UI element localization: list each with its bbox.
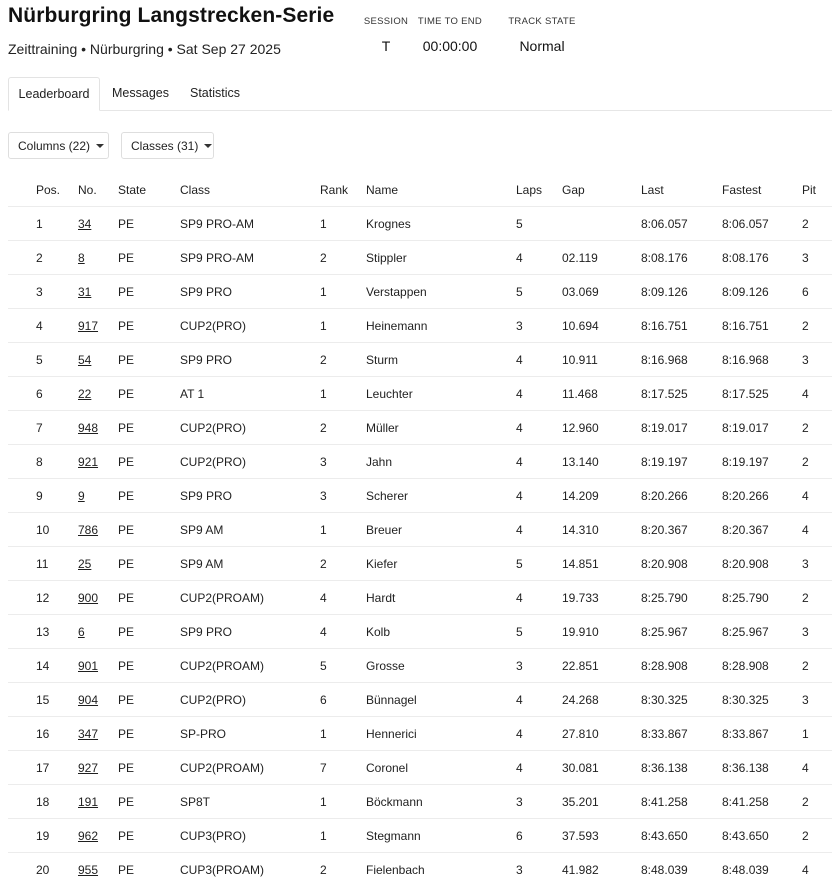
- last-lap-cell: 8:16.968: [641, 343, 722, 377]
- class-rank-cell: 7: [320, 751, 366, 785]
- class-cell: CUP2(PRO): [180, 309, 320, 343]
- pit-stops-cell: 2: [802, 445, 832, 479]
- car-number-cell: [78, 411, 118, 445]
- class-rank-cell: 4: [320, 615, 366, 649]
- table-row: [8, 785, 832, 819]
- fastest-lap-cell: 8:16.751: [722, 309, 802, 343]
- car-number-cell: [78, 377, 118, 411]
- gap-cell: 24.268: [562, 683, 641, 717]
- class-rank-cell: 6: [320, 683, 366, 717]
- state-cell: PE: [118, 411, 180, 445]
- state-cell: PE: [118, 343, 180, 377]
- car-number-link[interactable]: 927: [78, 761, 98, 775]
- car-number-cell: [78, 785, 118, 819]
- leaderboard-table: [8, 173, 832, 886]
- laps-cell: 3: [516, 309, 562, 343]
- driver-name-cell: Stegmann: [366, 819, 516, 853]
- class-rank-cell: 1: [320, 819, 366, 853]
- laps-cell: 3: [516, 785, 562, 819]
- laps-cell: 4: [516, 717, 562, 751]
- last-lap-cell: 8:36.138: [641, 751, 722, 785]
- driver-name-cell: Scherer: [366, 479, 516, 513]
- last-lap-cell: 8:28.908: [641, 649, 722, 683]
- class-rank-cell: 2: [320, 547, 366, 581]
- state-cell: PE: [118, 751, 180, 785]
- fastest-lap-cell: 8:36.138: [722, 751, 802, 785]
- laps-cell: 4: [516, 445, 562, 479]
- class-cell: SP8T: [180, 785, 320, 819]
- fastest-lap-cell: 8:33.867: [722, 717, 802, 751]
- pos-cell: 19: [8, 819, 78, 853]
- car-number-link[interactable]: 54: [78, 353, 91, 367]
- pit-stops-cell: 3: [802, 241, 832, 275]
- table-row: [8, 309, 832, 343]
- class-rank-cell: 1: [320, 275, 366, 309]
- class-cell: CUP2(PROAM): [180, 581, 320, 615]
- last-lap-cell: 8:08.176: [641, 241, 722, 275]
- car-number-link[interactable]: 921: [78, 455, 98, 469]
- page-header: [8, 4, 828, 66]
- driver-name-cell: Krognes: [366, 207, 516, 241]
- fastest-lap-cell: 8:19.017: [722, 411, 802, 445]
- state-cell: PE: [118, 275, 180, 309]
- class-rank-cell: 1: [320, 717, 366, 751]
- class-cell: SP9 AM: [180, 513, 320, 547]
- pos-cell: 2: [8, 241, 78, 275]
- car-number-link[interactable]: 917: [78, 319, 98, 333]
- last-lap-cell: 8:48.039: [641, 853, 722, 886]
- last-lap-cell: 8:20.367: [641, 513, 722, 547]
- pit-stops-cell: 4: [802, 853, 832, 886]
- track-state-label: TRACK STATE: [502, 16, 582, 27]
- car-number-link[interactable]: 948: [78, 421, 98, 435]
- car-number-link[interactable]: 34: [78, 217, 91, 231]
- class-rank-cell: 1: [320, 513, 366, 547]
- fastest-lap-cell: 8:09.126: [722, 275, 802, 309]
- driver-name-cell: Hardt: [366, 581, 516, 615]
- last-lap-cell: 8:33.867: [641, 717, 722, 751]
- table-row: [8, 547, 832, 581]
- pos-cell: 1: [8, 207, 78, 241]
- chevron-down-icon: [204, 144, 212, 148]
- pit-stops-cell: 1: [802, 717, 832, 751]
- class-cell: AT 1: [180, 377, 320, 411]
- gap-cell: 14.851: [562, 547, 641, 581]
- laps-cell: 4: [516, 513, 562, 547]
- car-number-link[interactable]: 786: [78, 523, 98, 537]
- pit-stops-cell: 2: [802, 581, 832, 615]
- pos-cell: 18: [8, 785, 78, 819]
- class-rank-cell: 2: [320, 411, 366, 445]
- table-row: [8, 445, 832, 479]
- car-number-link[interactable]: 22: [78, 387, 91, 401]
- car-number-cell: [78, 241, 118, 275]
- fastest-lap-cell: 8:20.367: [722, 513, 802, 547]
- table-row: [8, 751, 832, 785]
- last-lap-cell: 8:25.790: [641, 581, 722, 615]
- last-lap-cell: 8:20.266: [641, 479, 722, 513]
- car-number-cell: [78, 275, 118, 309]
- laps-cell: 5: [516, 207, 562, 241]
- gap-cell: 14.310: [562, 513, 641, 547]
- table-header-row: [8, 173, 832, 207]
- columns-dropdown-label: Columns (22): [18, 139, 90, 153]
- fastest-lap-cell: 8:41.258: [722, 785, 802, 819]
- pit-stops-cell: 4: [802, 479, 832, 513]
- gap-cell: [562, 207, 641, 241]
- table-row: [8, 683, 832, 717]
- last-lap-cell: 8:41.258: [641, 785, 722, 819]
- pos-cell: 11: [8, 547, 78, 581]
- car-number-link[interactable]: 900: [78, 591, 98, 605]
- pos-cell: 7: [8, 411, 78, 445]
- class-rank-cell: 2: [320, 241, 366, 275]
- class-cell: SP9 PRO: [180, 479, 320, 513]
- state-cell: PE: [118, 241, 180, 275]
- pit-stops-cell: 2: [802, 411, 832, 445]
- class-cell: SP9 PRO: [180, 275, 320, 309]
- pit-stops-cell: 4: [802, 751, 832, 785]
- leaderboard-body: [8, 207, 832, 886]
- car-number-cell: [78, 445, 118, 479]
- pit-stops-cell: 3: [802, 683, 832, 717]
- tab-leaderboard[interactable]: Leaderboard: [8, 77, 100, 111]
- state-cell: PE: [118, 649, 180, 683]
- session-value: T: [346, 38, 426, 54]
- fastest-lap-cell: 8:28.908: [722, 649, 802, 683]
- column-header-name[interactable]: Name: [366, 173, 516, 207]
- fastest-lap-cell: 8:25.790: [722, 581, 802, 615]
- fastest-lap-cell: 8:43.650: [722, 819, 802, 853]
- pit-stops-cell: 2: [802, 785, 832, 819]
- driver-name-cell: Heinemann: [366, 309, 516, 343]
- car-number-link[interactable]: 8: [78, 251, 85, 265]
- pit-stops-cell: 2: [802, 207, 832, 241]
- gap-cell: 30.081: [562, 751, 641, 785]
- class-cell: CUP3(PRO): [180, 819, 320, 853]
- class-cell: SP9 PRO-AM: [180, 241, 320, 275]
- state-cell: PE: [118, 615, 180, 649]
- class-rank-cell: 3: [320, 479, 366, 513]
- car-number-link[interactable]: 955: [78, 863, 98, 877]
- column-header-laps[interactable]: Laps: [516, 173, 562, 207]
- laps-cell: 5: [516, 547, 562, 581]
- pos-cell: 15: [8, 683, 78, 717]
- fastest-lap-cell: 8:20.266: [722, 479, 802, 513]
- pos-cell: 5: [8, 343, 78, 377]
- state-cell: PE: [118, 207, 180, 241]
- class-rank-cell: 2: [320, 853, 366, 886]
- driver-name-cell: Fielenbach: [366, 853, 516, 886]
- pos-cell: 9: [8, 479, 78, 513]
- driver-name-cell: Bünnagel: [366, 683, 516, 717]
- table-row: [8, 207, 832, 241]
- column-header-fastest[interactable]: Fastest: [722, 173, 802, 207]
- pit-stops-cell: 4: [802, 513, 832, 547]
- pit-stops-cell: 4: [802, 377, 832, 411]
- table-row: [8, 343, 832, 377]
- driver-name-cell: Sturm: [366, 343, 516, 377]
- driver-name-cell: Müller: [366, 411, 516, 445]
- last-lap-cell: 8:19.197: [641, 445, 722, 479]
- state-cell: PE: [118, 683, 180, 717]
- gap-cell: 19.910: [562, 615, 641, 649]
- car-number-cell: [78, 479, 118, 513]
- state-cell: PE: [118, 309, 180, 343]
- tab-messages[interactable]: Messages: [104, 77, 177, 109]
- fastest-lap-cell: 8:20.908: [722, 547, 802, 581]
- time-to-end-info: [410, 16, 490, 54]
- laps-cell: 4: [516, 241, 562, 275]
- driver-name-cell: Kiefer: [366, 547, 516, 581]
- class-cell: SP-PRO: [180, 717, 320, 751]
- pos-cell: 10: [8, 513, 78, 547]
- class-cell: CUP2(PRO): [180, 683, 320, 717]
- driver-name-cell: Grosse: [366, 649, 516, 683]
- column-header-class[interactable]: Class: [180, 173, 320, 207]
- fastest-lap-cell: 8:17.525: [722, 377, 802, 411]
- fastest-lap-cell: 8:08.176: [722, 241, 802, 275]
- car-number-cell: [78, 513, 118, 547]
- table-row: [8, 615, 832, 649]
- track-state-info: [502, 16, 582, 54]
- class-rank-cell: 4: [320, 581, 366, 615]
- state-cell: PE: [118, 581, 180, 615]
- car-number-cell: [78, 547, 118, 581]
- tab-bar: [8, 77, 832, 111]
- car-number-link[interactable]: 901: [78, 659, 98, 673]
- laps-cell: 4: [516, 683, 562, 717]
- class-cell: SP9 PRO: [180, 615, 320, 649]
- table-row: [8, 411, 832, 445]
- pit-stops-cell: 2: [802, 309, 832, 343]
- gap-cell: 19.733: [562, 581, 641, 615]
- laps-cell: 5: [516, 275, 562, 309]
- car-number-link[interactable]: 904: [78, 693, 98, 707]
- laps-cell: 4: [516, 411, 562, 445]
- class-rank-cell: 5: [320, 649, 366, 683]
- gap-cell: 13.140: [562, 445, 641, 479]
- last-lap-cell: 8:09.126: [641, 275, 722, 309]
- table-row: [8, 241, 832, 275]
- laps-cell: 4: [516, 343, 562, 377]
- driver-name-cell: Coronel: [366, 751, 516, 785]
- track-state-value: Normal: [502, 38, 582, 54]
- pos-cell: 3: [8, 275, 78, 309]
- gap-cell: 14.209: [562, 479, 641, 513]
- car-number-cell: [78, 309, 118, 343]
- state-cell: PE: [118, 853, 180, 886]
- pit-stops-cell: 3: [802, 615, 832, 649]
- class-cell: SP9 PRO-AM: [180, 207, 320, 241]
- pit-stops-cell: 6: [802, 275, 832, 309]
- car-number-cell: [78, 581, 118, 615]
- driver-name-cell: Breuer: [366, 513, 516, 547]
- state-cell: PE: [118, 717, 180, 751]
- class-cell: CUP2(PROAM): [180, 751, 320, 785]
- class-rank-cell: 1: [320, 785, 366, 819]
- table-row: [8, 581, 832, 615]
- car-number-cell: [78, 615, 118, 649]
- driver-name-cell: Kolb: [366, 615, 516, 649]
- driver-name-cell: Stippler: [366, 241, 516, 275]
- class-cell: SP9 PRO: [180, 343, 320, 377]
- tab-statistics[interactable]: Statistics: [182, 77, 248, 109]
- pit-stops-cell: 3: [802, 343, 832, 377]
- class-rank-cell: 2: [320, 343, 366, 377]
- last-lap-cell: 8:06.057: [641, 207, 722, 241]
- column-header-rank[interactable]: Rank: [320, 173, 366, 207]
- pit-stops-cell: 2: [802, 649, 832, 683]
- time-to-end-label: TIME TO END: [410, 16, 490, 27]
- time-to-end-value: 00:00:00: [410, 38, 490, 54]
- chevron-down-icon: [96, 144, 104, 148]
- car-number-cell: [78, 751, 118, 785]
- fastest-lap-cell: 8:06.057: [722, 207, 802, 241]
- gap-cell: 12.960: [562, 411, 641, 445]
- table-row: [8, 853, 832, 886]
- car-number-link[interactable]: 6: [78, 625, 85, 639]
- car-number-link[interactable]: 9: [78, 489, 85, 503]
- car-number-cell: [78, 343, 118, 377]
- pit-stops-cell: 3: [802, 547, 832, 581]
- class-rank-cell: 1: [320, 309, 366, 343]
- page-title: Nürburgring Langstrecken-Serie: [8, 4, 334, 28]
- laps-cell: 6: [516, 819, 562, 853]
- car-number-cell: [78, 207, 118, 241]
- gap-cell: 22.851: [562, 649, 641, 683]
- fastest-lap-cell: 8:16.968: [722, 343, 802, 377]
- class-cell: CUP2(PROAM): [180, 649, 320, 683]
- fastest-lap-cell: 8:25.967: [722, 615, 802, 649]
- table-row: [8, 717, 832, 751]
- gap-cell: 10.911: [562, 343, 641, 377]
- last-lap-cell: 8:20.908: [641, 547, 722, 581]
- gap-cell: 10.694: [562, 309, 641, 343]
- laps-cell: 4: [516, 479, 562, 513]
- column-header-last[interactable]: Last: [641, 173, 722, 207]
- gap-cell: 41.982: [562, 853, 641, 886]
- car-number-link[interactable]: 347: [78, 727, 98, 741]
- session-label: SESSION: [346, 16, 426, 27]
- gap-cell: 27.810: [562, 717, 641, 751]
- car-number-link[interactable]: 31: [78, 285, 91, 299]
- fastest-lap-cell: 8:30.325: [722, 683, 802, 717]
- state-cell: PE: [118, 377, 180, 411]
- column-header-pos[interactable]: Pos.: [8, 173, 78, 207]
- car-number-link[interactable]: 191: [78, 795, 98, 809]
- gap-cell: 03.069: [562, 275, 641, 309]
- class-cell: CUP2(PRO): [180, 445, 320, 479]
- table-row: [8, 513, 832, 547]
- pos-cell: 17: [8, 751, 78, 785]
- car-number-link[interactable]: 25: [78, 557, 91, 571]
- class-cell: SP9 AM: [180, 547, 320, 581]
- laps-cell: 4: [516, 377, 562, 411]
- table-row: [8, 275, 832, 309]
- table-row: [8, 479, 832, 513]
- car-number-cell: [78, 683, 118, 717]
- last-lap-cell: 8:25.967: [641, 615, 722, 649]
- laps-cell: 3: [516, 649, 562, 683]
- table-row: [8, 649, 832, 683]
- pit-stops-cell: 2: [802, 819, 832, 853]
- driver-name-cell: Jahn: [366, 445, 516, 479]
- classes-dropdown[interactable]: [121, 132, 214, 159]
- state-cell: PE: [118, 547, 180, 581]
- car-number-cell: [78, 717, 118, 751]
- pos-cell: 4: [8, 309, 78, 343]
- laps-cell: 4: [516, 751, 562, 785]
- state-cell: PE: [118, 819, 180, 853]
- classes-dropdown-label: Classes (31): [131, 139, 198, 153]
- driver-name-cell: Verstappen: [366, 275, 516, 309]
- class-rank-cell: 1: [320, 207, 366, 241]
- column-header-gap[interactable]: Gap: [562, 173, 641, 207]
- state-cell: PE: [118, 785, 180, 819]
- class-rank-cell: 3: [320, 445, 366, 479]
- fastest-lap-cell: 8:19.197: [722, 445, 802, 479]
- laps-cell: 4: [516, 581, 562, 615]
- state-cell: PE: [118, 513, 180, 547]
- last-lap-cell: 8:16.751: [641, 309, 722, 343]
- car-number-cell: [78, 819, 118, 853]
- last-lap-cell: 8:17.525: [641, 377, 722, 411]
- pos-cell: 16: [8, 717, 78, 751]
- fastest-lap-cell: 8:48.039: [722, 853, 802, 886]
- pos-cell: 12: [8, 581, 78, 615]
- column-header-no[interactable]: No.: [78, 173, 118, 207]
- gap-cell: 35.201: [562, 785, 641, 819]
- state-cell: PE: [118, 445, 180, 479]
- pos-cell: 6: [8, 377, 78, 411]
- car-number-cell: [78, 649, 118, 683]
- columns-dropdown[interactable]: [8, 132, 109, 159]
- table-row: [8, 377, 832, 411]
- gap-cell: 11.468: [562, 377, 641, 411]
- column-header-pit[interactable]: Pit: [802, 173, 832, 207]
- last-lap-cell: 8:30.325: [641, 683, 722, 717]
- pos-cell: 14: [8, 649, 78, 683]
- class-cell: CUP2(PRO): [180, 411, 320, 445]
- session-subtitle: Zeittraining • Nürburgring • Sat Sep 27 2025: [8, 41, 281, 57]
- table-row: [8, 819, 832, 853]
- class-rank-cell: 1: [320, 377, 366, 411]
- driver-name-cell: Hennerici: [366, 717, 516, 751]
- car-number-cell: [78, 853, 118, 886]
- gap-cell: 37.593: [562, 819, 641, 853]
- last-lap-cell: 8:43.650: [641, 819, 722, 853]
- pos-cell: 20: [8, 853, 78, 886]
- pos-cell: 8: [8, 445, 78, 479]
- last-lap-cell: 8:19.017: [641, 411, 722, 445]
- column-header-state[interactable]: State: [118, 173, 180, 207]
- state-cell: PE: [118, 479, 180, 513]
- pos-cell: 13: [8, 615, 78, 649]
- laps-cell: 3: [516, 853, 562, 886]
- class-cell: CUP3(PROAM): [180, 853, 320, 886]
- driver-name-cell: Leuchter: [366, 377, 516, 411]
- laps-cell: 5: [516, 615, 562, 649]
- gap-cell: 02.119: [562, 241, 641, 275]
- car-number-link[interactable]: 962: [78, 829, 98, 843]
- driver-name-cell: Böckmann: [366, 785, 516, 819]
